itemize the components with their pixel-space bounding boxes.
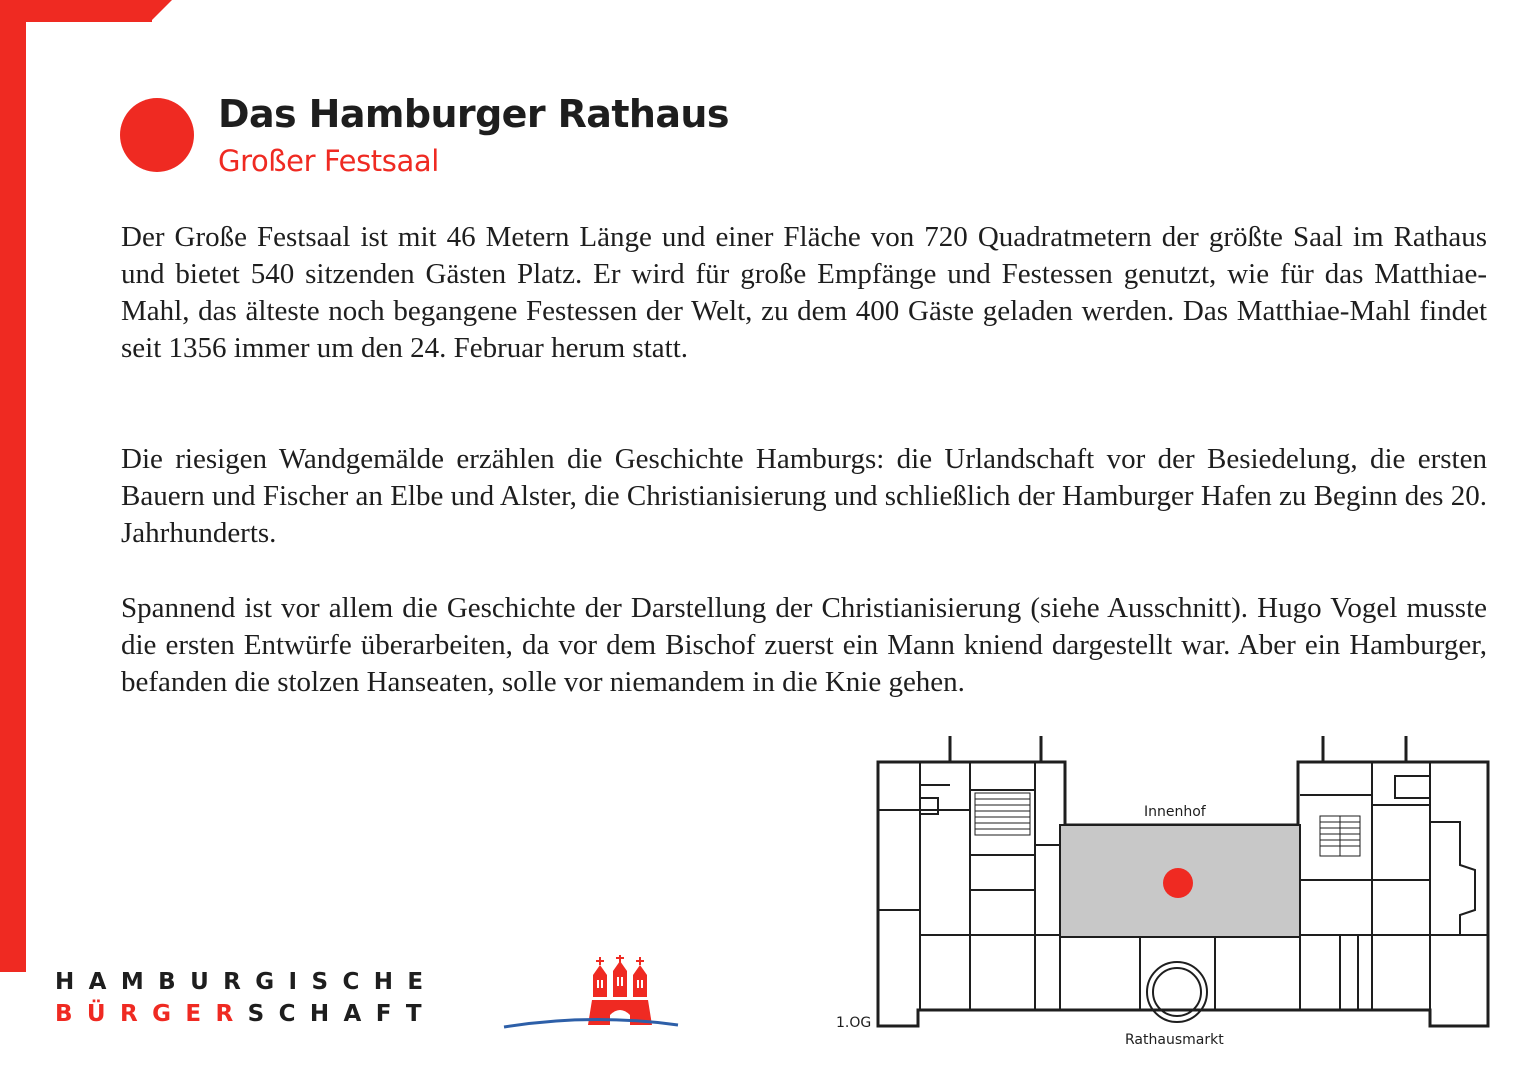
floor-level-label: 1.OG — [836, 1015, 872, 1031]
paragraph-christianisation: Spannend ist vor allem die Geschichte der Darstellung der Christianisierung (siehe Ausschnitt). Hugo Vogel musste die ersten Entwürfe überarbeiten, da vor dem Bischof zuerst ein Mann kniend dargestellt war. Aber ein Hamburger, befanden die stolzen Hanseaten, solle vor niemandem in die Knie gehen. — [121, 592, 1487, 698]
paragraph-murals: Die riesigen Wandgemälde erzählen die Geschichte Hamburgs: die Urlandschaft vor der Besiedelung, die ersten Bauern und Fischer an Elbe und Alster, die Christianisierung und schließlich der Hamburger Hafen zu Beginn des 20. Jahrhunderts. — [121, 443, 1487, 549]
hamburgische-buergerschaft-logo — [55, 966, 438, 1030]
logo-line-2 — [55, 998, 438, 1030]
floor-plan — [820, 730, 1520, 1060]
logo-line-2-red: BÜRGER — [55, 1001, 248, 1027]
location-dot-icon — [1163, 868, 1193, 898]
frame-left-bar — [0, 0, 26, 972]
page-title: Das Hamburger Rathaus — [218, 92, 729, 136]
hamburg-castle-crest-icon — [500, 955, 690, 1045]
page-subtitle: Großer Festsaal — [218, 144, 439, 178]
title-dot-icon — [120, 98, 194, 172]
paragraph-intro: Der Große Festsaal ist mit 46 Metern Länge und einer Fläche von 720 Quadratmetern der größte Saal im Rathaus und bietet 540 sitzenden Gästen Platz. Er wird für große Empfänge und Festessen genutzt, wie für das Matthiae-Mahl, das älteste noch begangene Festessen der Welt, zu dem 400 Gäste geladen werden. Das Matthiae-Mahl findet seit 1356 immer um den 24. Februar herum statt. — [121, 221, 1487, 364]
square-label: Rathausmarkt — [1125, 1032, 1224, 1048]
logo-line-1: HAMBURGISCHE — [55, 969, 438, 995]
courtyard-label: Innenhof — [1144, 804, 1206, 820]
frame-corner-notch — [0, 0, 180, 30]
logo-line-2-black: SCHAFT — [247, 1001, 436, 1027]
